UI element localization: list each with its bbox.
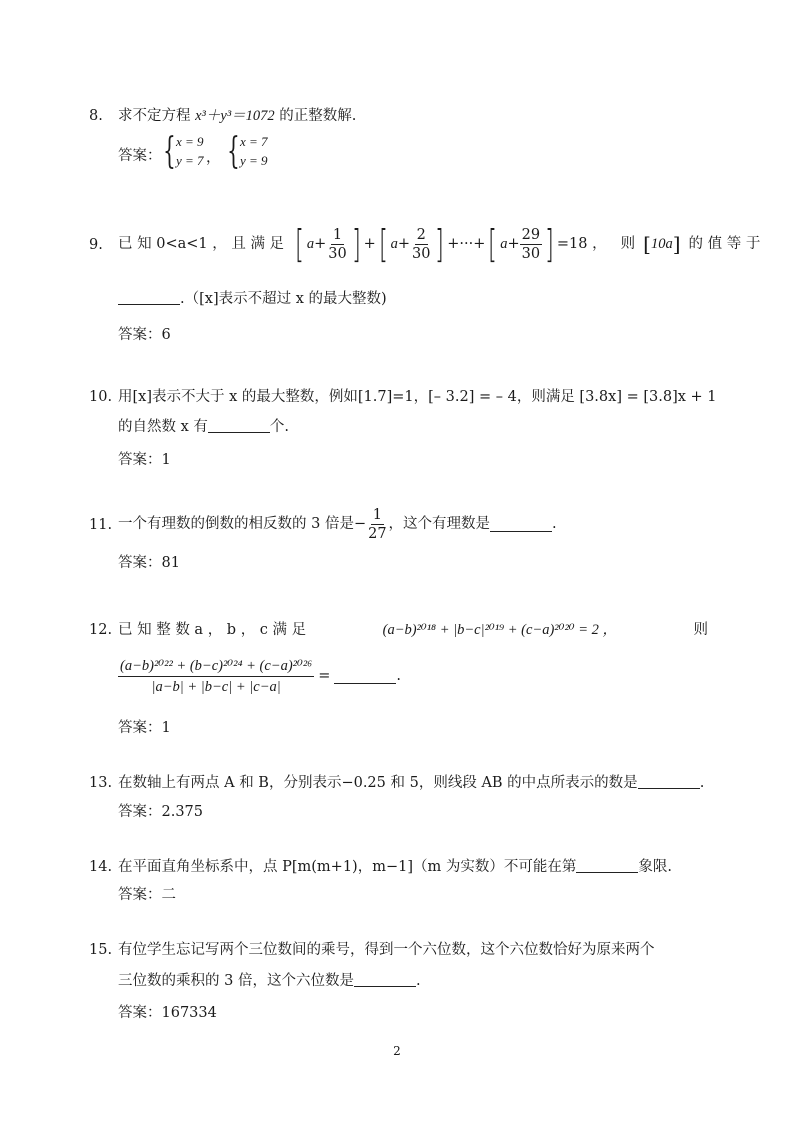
var-a: a — [390, 236, 398, 252]
question-11-text — [118, 500, 557, 548]
q15-line1: 有位学生忘记写两个三位数间的乘号，得到一个六位数，这个六位数恰好为原来两个 — [118, 942, 655, 958]
q10-line2b: 个. — [269, 419, 290, 435]
q8-text-a: 求不定方程 — [118, 108, 196, 124]
frac-den: 30 — [328, 245, 347, 262]
answer-label: 答案： — [118, 148, 162, 164]
equals: = — [318, 668, 331, 684]
answer-line — [118, 450, 171, 470]
answer-value: 6 — [161, 327, 171, 343]
q11-text-b: ，这个有理数是 — [388, 516, 491, 532]
answer-blank[interactable] — [118, 290, 180, 305]
bracket: ] — [545, 222, 554, 266]
answer-label: 答案： — [118, 720, 162, 736]
answer-value: 1 — [161, 452, 171, 468]
q8-comma: ， — [206, 150, 221, 166]
q9-text-c: 的 值 等 于 — [688, 236, 761, 252]
frac-num: 1 — [372, 506, 382, 523]
brace-left: { — [163, 131, 176, 172]
question-13-text — [118, 773, 704, 793]
answer-label: 答案： — [118, 887, 162, 903]
question-number: 11. — [89, 517, 113, 533]
answer-line — [118, 885, 176, 905]
answer-line — [118, 1003, 217, 1023]
question-number: 12. — [89, 622, 113, 638]
q8-ans1-x: x = 9 — [176, 134, 204, 149]
fraction — [410, 226, 432, 263]
bracket: [ — [295, 222, 304, 266]
q8-equation: x³＋y³＝1072 — [195, 108, 275, 124]
q14-text-b: 象限. — [638, 859, 672, 875]
answer-blank[interactable] — [638, 774, 700, 789]
bracket: ] — [672, 232, 681, 256]
bracket: [ — [643, 232, 651, 256]
frac-num: 29 — [521, 226, 541, 243]
q11-text-a: 一个有理数的倒数的相反数的 3 倍是− — [118, 516, 367, 532]
bracket: ] — [351, 222, 361, 266]
q9-rhs: =18 ， — [556, 236, 607, 252]
var-a: a — [306, 236, 315, 252]
q14-text-a: 在平面直角坐标系中，点 P[m(m+1)，m−1]（m 为实数）不可能在第 — [118, 859, 577, 875]
question-number: 15. — [89, 942, 113, 958]
q8-ans2-y: y = 9 — [240, 153, 268, 168]
ellipsis: +···+ — [447, 236, 486, 252]
answer-label: 答案： — [118, 452, 162, 468]
answer-line — [118, 802, 203, 822]
answer-value: 二 — [161, 887, 176, 903]
q10-line1: 用[x]表示不大于 x 的最大整数，例如[1.7]=1，[– 3.2] = – 4，则满足 [3.8x] = [3.8]x + 1 — [118, 389, 717, 405]
frac-den: 27 — [368, 525, 387, 542]
frac-den: 30 — [521, 245, 541, 262]
question-9-text: 已 知 0<a<1 ， 且 满 足 [ a + $\frac{1}{30}$ ] + [ a + $\frac{2}{30}$ ] +···+ [ a + $\frac{29}{30}$ ] =18 ， 则 [ 10a ] 的 值 等 于 — [118, 222, 761, 266]
q8-ans2-x: x = 7 — [240, 134, 268, 149]
answer-label: 答案： — [118, 804, 162, 820]
q8-ans1-y: y = 7 — [176, 153, 204, 168]
q9-inner: 10a — [650, 236, 673, 252]
bracket: ] — [435, 222, 445, 266]
answer-blank[interactable] — [334, 669, 396, 684]
answer-line — [118, 718, 171, 738]
q10-line2 — [118, 417, 289, 437]
question-number: 10. — [89, 389, 113, 405]
bracket: [ — [488, 222, 498, 266]
fraction — [366, 506, 388, 543]
question-14-text — [118, 857, 672, 877]
answer-value: 1 — [161, 720, 171, 736]
question-number: 14. — [89, 859, 113, 875]
q15-line2a: 三位数的乘积的 3 倍，这个六位数是 — [118, 973, 354, 989]
question-8-text — [118, 106, 356, 126]
page-number: 2 — [393, 1044, 401, 1058]
answer-blank[interactable] — [208, 418, 270, 433]
q10-line2a: 的自然数 x 有 — [118, 419, 208, 435]
answer-blank[interactable] — [490, 517, 552, 532]
answer-label: 答案： — [118, 1005, 162, 1021]
answer-blank[interactable] — [576, 858, 638, 873]
frac-num: (a−b)²⁰²² + (b−c)²⁰²⁴ + (c−a)²⁰²⁶ — [118, 656, 314, 677]
frac-den: |a−b| + |b−c| + |c−a| — [151, 678, 281, 695]
frac-num: 2 — [416, 226, 426, 243]
answer-value: 81 — [161, 555, 180, 571]
question-12-text — [118, 620, 708, 640]
q13-text: 在数轴上有两点 A 和 B，分别表示−0.25 和 5，则线段 AB 的中点所表示的数是 — [118, 775, 638, 791]
fraction — [326, 226, 348, 263]
fraction — [520, 226, 542, 263]
answer-line — [118, 325, 171, 345]
answer-line — [118, 553, 180, 573]
period: . — [396, 668, 401, 684]
answer-label: 答案： — [118, 327, 162, 343]
frac-den: 30 — [411, 245, 431, 262]
question-number: 9. — [89, 237, 103, 253]
q12-text-a: 已 知 整 数 a ， b ， c 满 足 — [118, 622, 307, 638]
q11-text-c: . — [552, 516, 557, 532]
answer-value: 167334 — [161, 1005, 217, 1021]
brace-left: { — [227, 131, 240, 172]
question-number: 13. — [89, 775, 113, 791]
period: . — [415, 973, 421, 989]
q12-text-b: 则 — [693, 622, 708, 638]
question-number: 8. — [89, 108, 103, 124]
q12-condition: (a−b)²⁰¹⁸ + |b−c|²⁰¹⁹ + (c−a)²⁰²⁰ = 2 ， — [382, 622, 618, 638]
q15-line2 — [118, 971, 421, 991]
q12-expression — [118, 652, 401, 700]
period: . — [699, 775, 705, 791]
answer-label: 答案： — [118, 555, 162, 571]
bracket: [ — [378, 222, 388, 266]
frac-num: 1 — [332, 226, 343, 243]
q9-text-a: 已 知 0<a<1 ， 且 满 足 — [118, 236, 285, 252]
q9-note-line — [118, 289, 387, 309]
answer-blank[interactable] — [354, 972, 416, 987]
q9-note: .（[x]表示不超过 x 的最大整数) — [180, 291, 387, 307]
fraction — [118, 656, 314, 697]
q8-text-b: 的正整数解. — [274, 108, 357, 124]
var-a: a — [500, 236, 508, 252]
answer-value: 2.375 — [161, 804, 204, 820]
q9-text-b: 则 — [620, 236, 636, 252]
